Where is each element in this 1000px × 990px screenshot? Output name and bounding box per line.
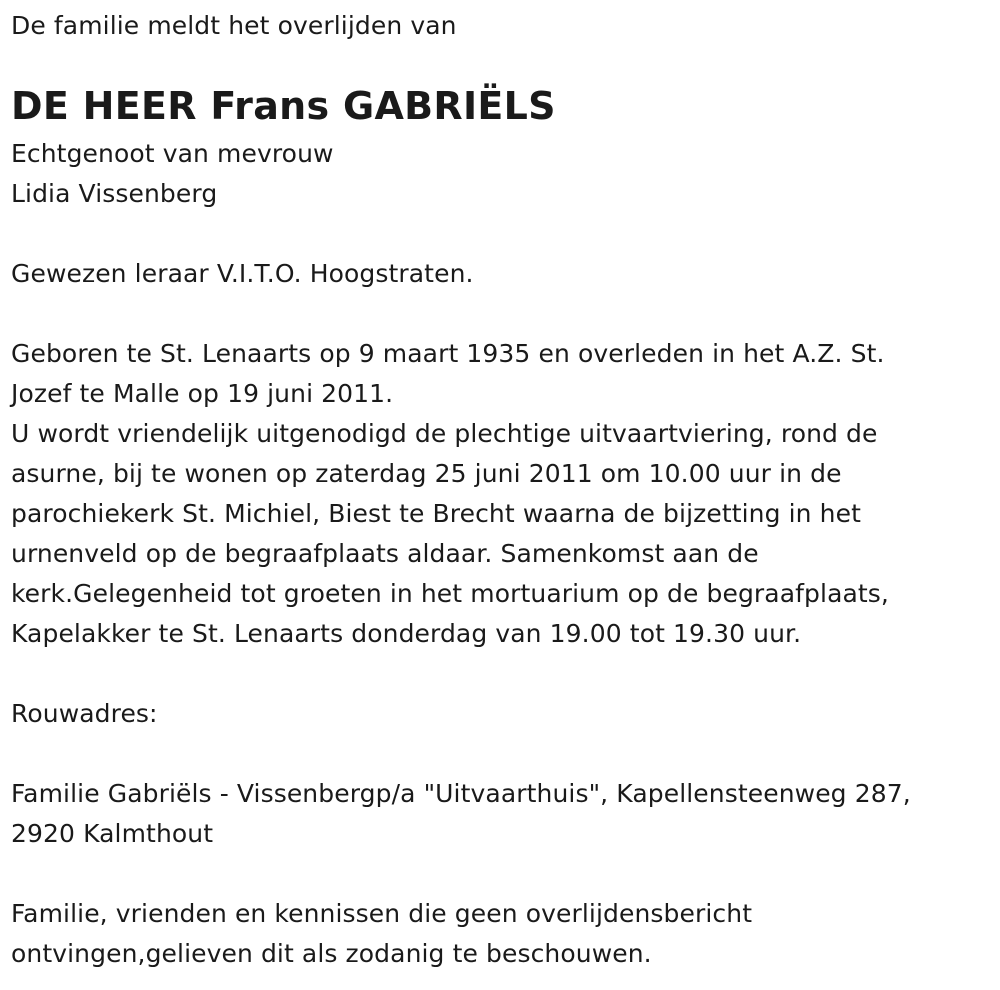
occupation-text: Gewezen leraar V.I.T.O. Hoogstraten. bbox=[11, 259, 474, 288]
occupation-block bbox=[11, 254, 474, 294]
deceased-name: DE HEER Frans GABRIËLS bbox=[11, 84, 556, 128]
address-line: Familie Gabriëls - Vissenbergp/a "Uitvaarthuis", Kapellensteenweg 287, bbox=[11, 779, 911, 808]
details-line: urnenveld op de begraafplaats aldaar. Samenkomst aan de bbox=[11, 539, 759, 568]
details-line: U wordt vriendelijk uitgenodigd de plechtige uitvaartviering, rond de bbox=[11, 419, 878, 448]
address-label-block bbox=[11, 694, 158, 734]
spouse-line: Echtgenoot van mevrouw bbox=[11, 139, 334, 168]
details-line: asurne, bij te wonen op zaterdag 25 juni 2011 om 10.00 uur in de bbox=[11, 459, 842, 488]
closing-block bbox=[11, 894, 752, 974]
spouse-block bbox=[11, 134, 334, 214]
details-line: Kapelakker te St. Lenaarts donderdag van 19.00 tot 19.30 uur. bbox=[11, 619, 802, 648]
details-line: Geboren te St. Lenaarts op 9 maart 1935 en overleden in het A.Z. St. bbox=[11, 339, 885, 368]
intro-text: De familie meldt het overlijden van bbox=[11, 11, 457, 40]
closing-line: ontvingen,gelieven dit als zodanig te beschouwen. bbox=[11, 939, 652, 968]
spouse-line: Lidia Vissenberg bbox=[11, 179, 218, 208]
address-line: 2920 Kalmthout bbox=[11, 819, 214, 848]
details-line: parochiekerk St. Michiel, Biest te Brecht waarna de bijzetting in het bbox=[11, 499, 861, 528]
details-block bbox=[11, 334, 889, 654]
details-line: kerk.Gelegenheid tot groeten in het mortuarium op de begraafplaats, bbox=[11, 579, 889, 608]
address-block bbox=[11, 774, 911, 854]
closing-line: Familie, vrienden en kennissen die geen overlijdensbericht bbox=[11, 899, 753, 928]
details-line: Jozef te Malle op 19 juni 2011. bbox=[11, 379, 394, 408]
address-label: Rouwadres: bbox=[11, 699, 158, 728]
